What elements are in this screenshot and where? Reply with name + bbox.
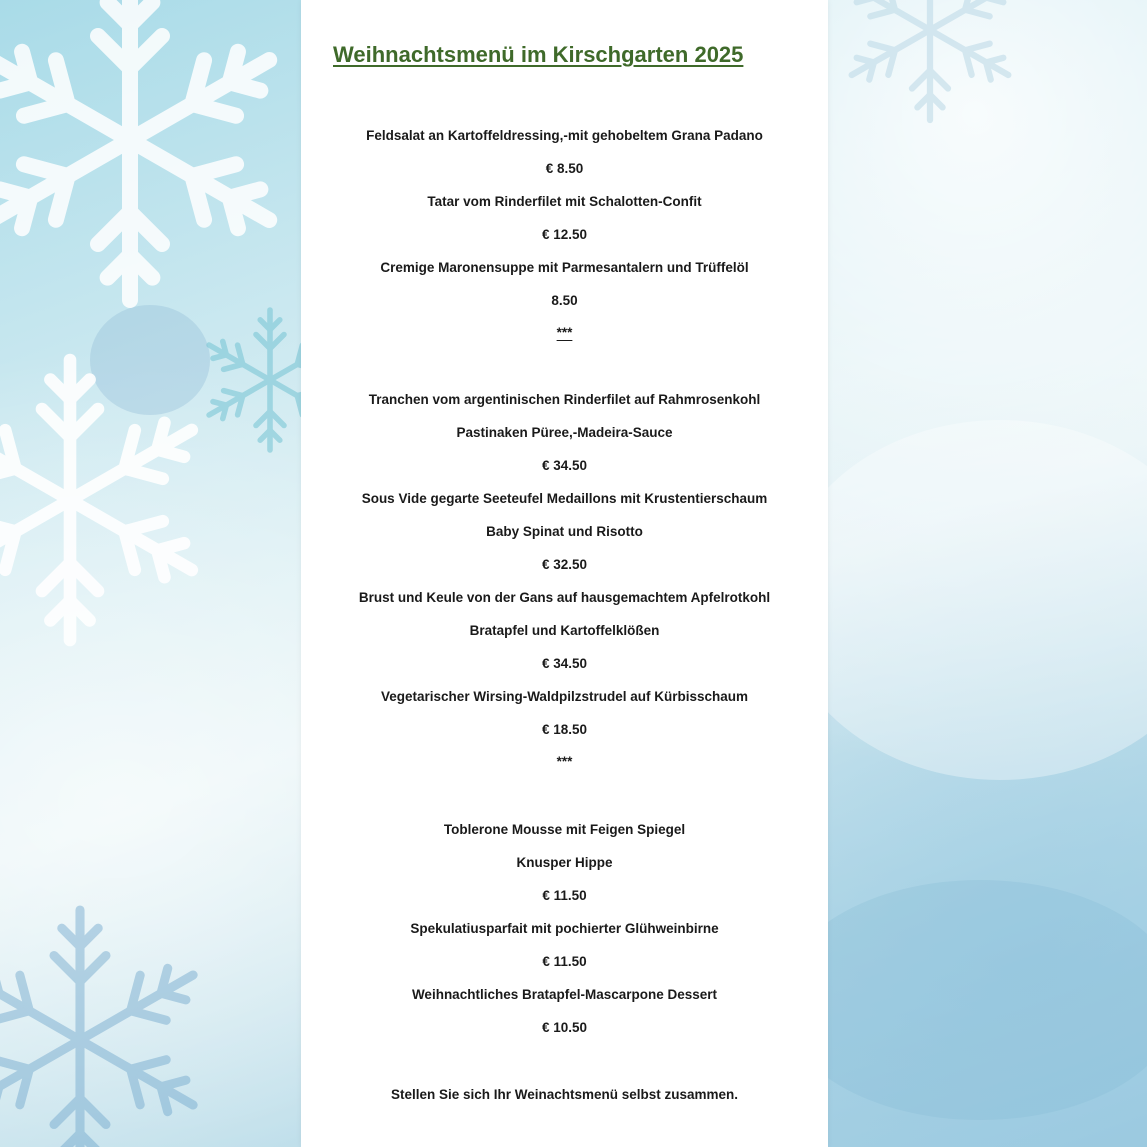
- dessert-price: € 11.50: [542, 954, 587, 969]
- main-price: € 34.50: [541, 656, 588, 671]
- starter-item: Cremige Maronensuppe mit Parmesantalern und Trüffelöl: [380, 260, 749, 275]
- main-item: Brust und Keule von der Gans auf hausgemachtem Apfelrotkohl: [358, 590, 771, 605]
- main-price: € 34.50: [541, 458, 588, 473]
- main-item: Vegetarischer Wirsing-Waldpilzstrudel auf Kürbisschaum: [381, 689, 748, 704]
- main-item: Sous Vide gegarte Seeteufel Medaillons mit Krustentierschaum: [361, 491, 768, 506]
- snowflake-icon: [0, 0, 269, 300]
- dessert-side: Knusper Hippe: [516, 855, 613, 870]
- course-separator: [301, 324, 828, 342]
- menu-title: Weihnachtsmenü im Kirschgarten 2025: [333, 42, 744, 67]
- starter-price: € 12.50: [541, 227, 588, 242]
- starter-item: Feldsalat an Kartoffeldressing,-mit gehobeltem Grana Padano: [366, 128, 763, 143]
- starter-price: € 8.50: [545, 161, 584, 176]
- dessert-item: Toblerone Mousse mit Feigen Spiegel: [443, 822, 686, 837]
- dessert-item: Spekulatiusparfait mit pochierter Glühweinbirne: [410, 921, 719, 936]
- main-side: Bratapfel und Kartoffelklößen: [469, 623, 660, 638]
- snowflake-icon: [0, 910, 193, 1147]
- course-separator: ***: [556, 754, 573, 769]
- snowflake-icon: [852, 0, 1009, 120]
- separator-text: ***: [556, 325, 573, 340]
- dessert-item: Weihnachtliches Bratapfel-Mascarpone Dessert: [411, 987, 718, 1002]
- main-price: € 32.50: [541, 557, 588, 572]
- main-price: € 18.50: [541, 722, 588, 737]
- dessert-price: € 10.50: [541, 1020, 588, 1035]
- main-side: Pastinaken Püree,-Madeira-Sauce: [456, 425, 673, 440]
- footer-note: Stellen Sie sich Ihr Weinachtsmenü selbst zusammen.: [390, 1087, 739, 1102]
- dessert-price: € 11.50: [542, 888, 587, 903]
- main-side: Baby Spinat und Risotto: [486, 524, 643, 539]
- main-item: Tranchen vom argentinischen Rinderfilet auf Rahmrosenkohl: [368, 392, 761, 407]
- starter-price: 8.50: [551, 293, 578, 308]
- starter-item: Tatar vom Rinderfilet mit Schalotten-Confit: [427, 194, 702, 209]
